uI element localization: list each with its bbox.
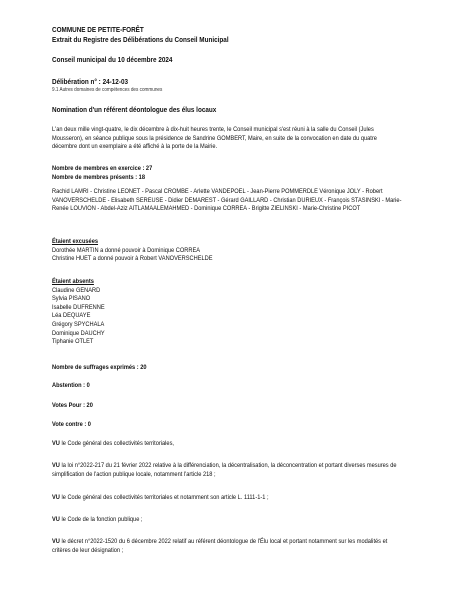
vu-lead: VU: [52, 440, 60, 447]
members-in-office: Nombre de membres en exercice : 27: [52, 165, 153, 172]
vu-lead: VU: [52, 494, 60, 501]
vu-text: la loi n°2022-217 du 21 février 2022 relative à la différenciation, la décentralisation, la déconcentration et portant diverses mesures de simplification de l'action publique locale, notamment l'article 218 ;: [52, 462, 397, 478]
vu-paragraph: [52, 462, 402, 479]
commune-name: COMMUNE DE PETITE-FORÊT: [52, 25, 144, 34]
list-item: Dominique DAUCHY: [52, 329, 105, 337]
abstention-count: Abstention : 0: [52, 382, 90, 389]
council-date: Conseil municipal du 10 décembre 2024: [52, 55, 173, 64]
vu-text: le Code général des collectivités territoriales,: [61, 440, 174, 447]
list-item: Sylvia PISANO: [52, 295, 91, 303]
list-item: Léa DEQUAYE: [52, 312, 91, 320]
members-present: Nombre de membres présents : 18: [52, 173, 145, 181]
vote-contre: [52, 421, 402, 430]
deliberation-category: 9.1 Autres domaines de compétences des communes: [52, 86, 163, 93]
list-item: Claudine GENARD: [52, 286, 101, 294]
list-item: Christine HUET a donné pouvoir à Robert VANOVERSCHELDE: [52, 255, 213, 263]
vu-lead: VU: [52, 538, 60, 545]
intro-paragraph: L'an deux mille vingt-quatre, le dix décembre à dix-huit heures trente, le Conseil municipal s'est réuni à la salle du Conseil (Jules Mousseron), en séance publique sous la présidence de Sandrine GOMBERT, Maire, en suite de la convocation en date du quatre décembre dont un exemplaire a été affiché à la porte de la Mairie.: [52, 126, 377, 151]
vu-lead: VU: [52, 516, 60, 523]
list-item: Grégory SPYCHALA: [52, 320, 105, 328]
vu-text: le Code de la fonction publique ;: [61, 516, 143, 523]
absent-section: [52, 278, 402, 347]
present-members-list: Rachid LAMRI - Christine LEONET - Pascal CROMBE - Arlette VANDEPOEL - Jean-Pierre POMMERDLE Véronique JOLY - Robert VANOVERSCHELDE - Elisabeth SEREUSE - Didier DEMAREST - Gérard GAILLARD - Christian DURIEUX - François STASINSKI - Marie-Renée LOUVION - Abdel-Aziz AITLAMAALEMAHMED - Dominique CORREA - Brigitte ZIELINSKI - Marie-Christine PICOT: [52, 188, 402, 213]
pour-count: Votes Pour : 20: [52, 402, 93, 409]
deliberation-subject: Nomination d'un référent déontologue des élus locaux: [52, 105, 217, 114]
vu-paragraph: [52, 516, 402, 525]
vu-text: le Code général des collectivités territoriales et notamment son article L. 1111-1-1 ;: [61, 494, 269, 501]
vu-paragraph: [52, 440, 402, 449]
vu-paragraph: [52, 494, 402, 503]
vu-paragraph: [52, 538, 402, 555]
vu-lead: VU: [52, 462, 60, 469]
list-item: Dorothée MARTIN a donné pouvoir à Dominique CORREA: [52, 246, 201, 254]
excused-title: Étaient excusées: [52, 238, 99, 245]
vote-abstention: [52, 382, 402, 391]
deliberation-number: Délibération n° : 24-12-03: [52, 77, 129, 86]
vote-pour: [52, 402, 402, 411]
list-item: Tiphanie OTLET: [52, 338, 94, 346]
registre-title: Extrait du Registre des Délibérations du Conseil Municipal: [52, 34, 229, 44]
vote-suffrages: [52, 364, 402, 373]
members-block: [52, 165, 402, 182]
document-header: [52, 25, 402, 44]
deliberation-block: [52, 77, 402, 94]
absent-title: Étaient absents: [52, 278, 94, 285]
excused-section: [52, 238, 402, 264]
subject-block: [52, 105, 402, 115]
contre-count: Vote contre : 0: [52, 421, 91, 428]
vu-text: le décret n°2022-1520 du 6 décembre 2022 relatif au référent déontologue de l'Élu local et portant notamment sur les modalités et critères de leur désignation ;: [52, 538, 388, 554]
council-date-block: [52, 55, 402, 65]
list-item: Isabelle DUFRENNE: [52, 303, 105, 311]
suffrages-count: Nombre de suffrages exprimés : 20: [52, 364, 147, 371]
